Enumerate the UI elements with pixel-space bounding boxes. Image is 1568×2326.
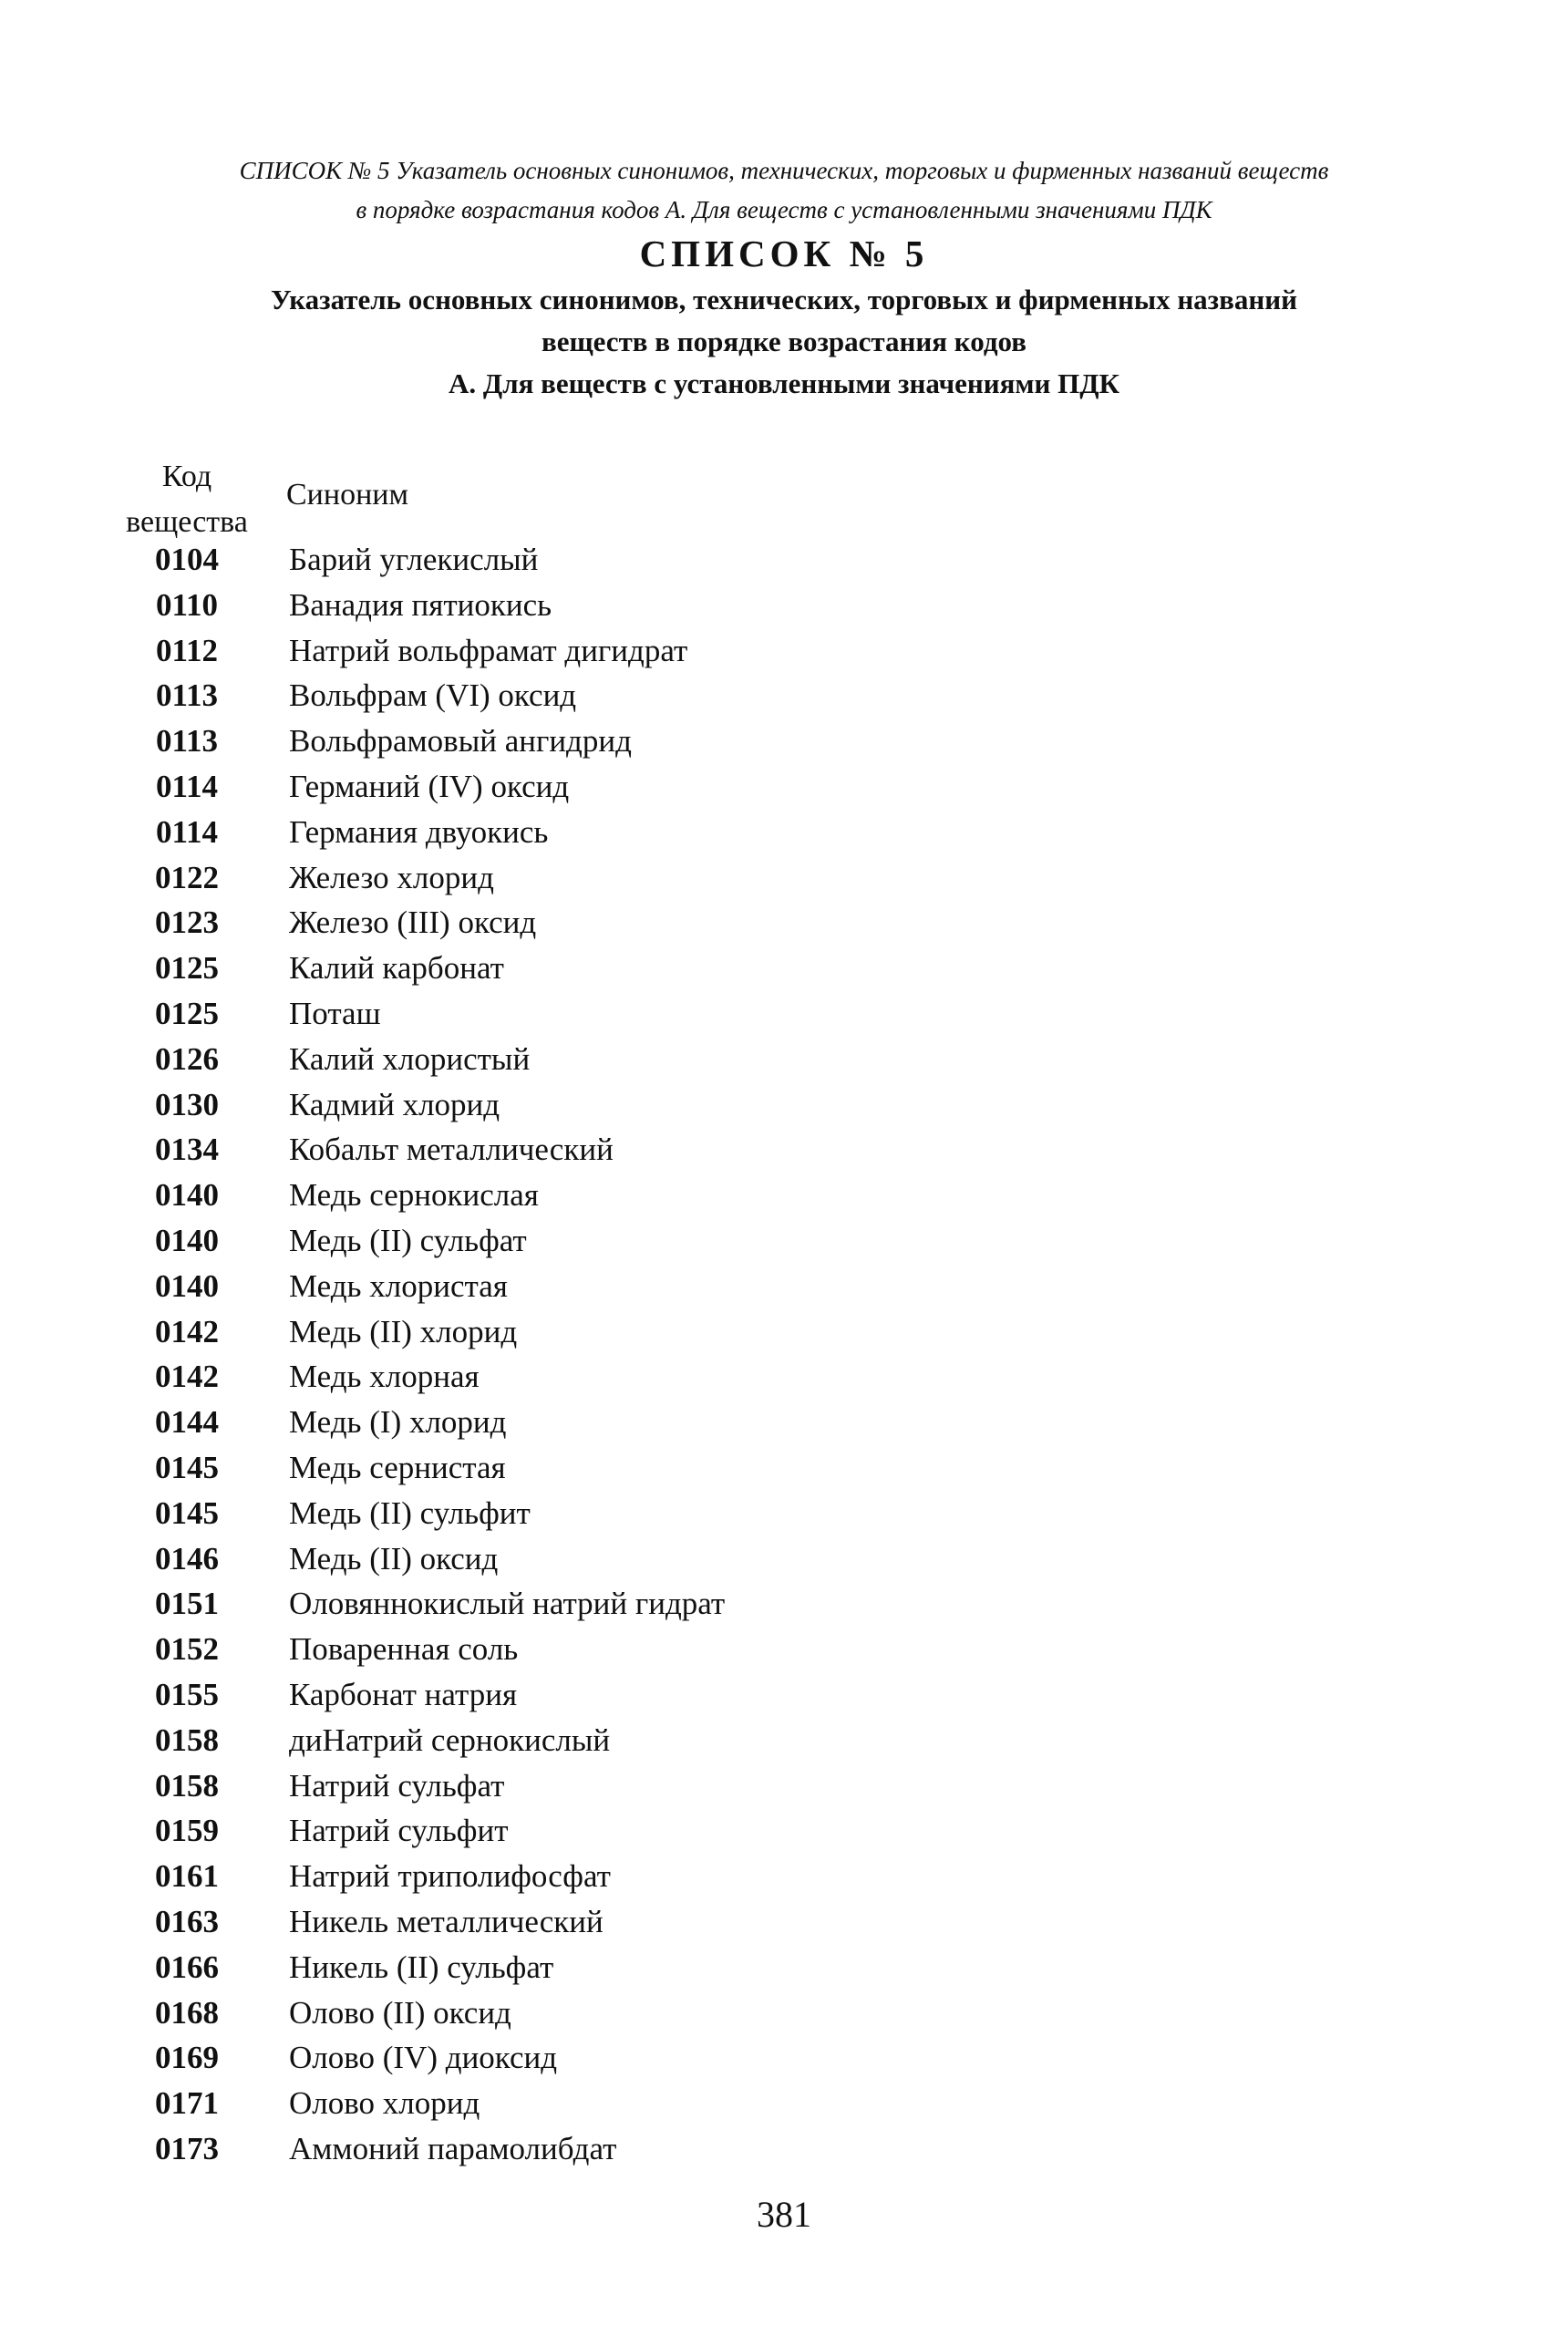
substance-synonym: Никель металлический (289, 1903, 603, 1939)
substance-code: 0113 (155, 677, 219, 714)
substance-synonym: Германий (IV) оксид (289, 768, 570, 804)
substance-code: 0173 (155, 2130, 219, 2166)
title-block (0, 228, 1568, 405)
table-row (0, 1718, 1568, 1763)
substance-synonym: Никель (II) сульфат (289, 1949, 554, 1985)
table-row (0, 900, 1568, 946)
table-row (0, 1763, 1568, 1809)
table-row (0, 2081, 1568, 2126)
substance-synonym: Аммоний парамолибдат (289, 2130, 617, 2166)
table-row (0, 1581, 1568, 1627)
page-title: СПИСОК № 5 (639, 233, 929, 274)
substance-code: 0144 (155, 1404, 219, 1441)
substance-synonym: Барий углекислый (289, 542, 539, 577)
substance-synonym: Ванадия пятиокись (289, 586, 552, 623)
substance-code: 0125 (155, 995, 219, 1031)
substance-synonym: Медь сернокислая (289, 1177, 539, 1214)
substance-code: 0152 (155, 1631, 219, 1668)
substance-code: 0114 (155, 813, 219, 850)
table-row (0, 1945, 1568, 1990)
table-row (0, 1127, 1568, 1173)
substance-synonym: Калий карбонат (289, 950, 504, 987)
substance-code: 0161 (155, 1858, 219, 1895)
table-row (0, 1808, 1568, 1854)
substance-code: 0113 (155, 723, 219, 760)
table-row (0, 1854, 1568, 1899)
substance-synonym: Кадмий хлорид (289, 1086, 500, 1122)
column-header-code-line-2: вещества (126, 505, 248, 539)
substance-code: 0158 (155, 1767, 219, 1804)
substance-code: 0140 (155, 1177, 219, 1214)
table-row (0, 1354, 1568, 1400)
substance-synonym: Поташ (289, 995, 381, 1031)
synonym-table (0, 537, 1568, 2172)
table-row (0, 1037, 1568, 1082)
table-row (0, 1082, 1568, 1128)
page-number: 381 (757, 2194, 811, 2235)
substance-synonym: Железо хлорид (289, 859, 494, 895)
substance-synonym: Оловяннокислый натрий гидрат (289, 1586, 726, 1622)
substance-synonym: Поваренная соль (289, 1631, 519, 1668)
substance-code: 0112 (155, 632, 219, 668)
table-row (0, 673, 1568, 718)
running-header-line-1: СПИСОК № 5 Указатель основных синонимов, технических, торговых и фирменных названий веществ (239, 157, 1329, 184)
substance-code: 0134 (155, 1132, 219, 1168)
substance-synonym: Натрий сульфат (289, 1767, 505, 1804)
substance-code: 0140 (155, 1222, 219, 1258)
table-row (0, 946, 1568, 991)
substance-synonym: Медь (II) сульфит (289, 1494, 531, 1531)
substance-synonym: Железо (III) оксид (289, 905, 537, 941)
substance-code: 0114 (155, 768, 219, 804)
substance-code: 0126 (155, 1040, 219, 1077)
table-row (0, 2035, 1568, 2081)
table-row (0, 1218, 1568, 1264)
substance-synonym: Медь хлорная (289, 1359, 480, 1395)
substance-code: 0140 (155, 1267, 219, 1304)
substance-code: 0169 (155, 2040, 219, 2076)
substance-code: 0125 (155, 950, 219, 987)
substance-code: 0122 (155, 859, 219, 895)
column-header-synonym: Синоним (286, 478, 408, 512)
table-row (0, 1536, 1568, 1582)
table-row (0, 764, 1568, 810)
substance-synonym: Медь (II) оксид (289, 1540, 499, 1577)
table-row (0, 1264, 1568, 1309)
substance-synonym: Германия двуокись (289, 813, 549, 850)
substance-synonym: Медь (I) хлорид (289, 1404, 507, 1441)
substance-code: 0142 (155, 1359, 219, 1395)
substance-code: 0155 (155, 1676, 219, 1712)
substance-synonym: Медь (II) сульфат (289, 1222, 527, 1258)
substance-code: 0145 (155, 1449, 219, 1485)
table-row (0, 855, 1568, 901)
substance-code: 0171 (155, 2085, 219, 2122)
table-row (0, 1173, 1568, 1218)
table-row (0, 991, 1568, 1037)
table-row (0, 718, 1568, 764)
table-row (0, 2126, 1568, 2172)
substance-synonym: диНатрий сернокислый (289, 1721, 611, 1758)
substance-code: 0166 (155, 1949, 219, 1985)
table-row (0, 1627, 1568, 1672)
substance-synonym: Карбонат натрия (289, 1676, 518, 1712)
substance-code: 0104 (155, 542, 219, 577)
substance-code: 0145 (155, 1494, 219, 1531)
substance-code: 0159 (155, 1813, 219, 1849)
substance-synonym: Олово (II) оксид (289, 1994, 511, 2031)
title-line-2: веществ в порядке возрастания кодов (542, 326, 1026, 357)
substance-code: 0146 (155, 1540, 219, 1577)
substance-code: 0123 (155, 905, 219, 941)
title-line-1: Указатель основных синонимов, технических, торговых и фирменных названий (271, 284, 1297, 315)
table-row (0, 628, 1568, 674)
table-row (0, 537, 1568, 583)
table-row (0, 810, 1568, 855)
substance-code: 0168 (155, 1994, 219, 2031)
title-line-3: А. Для веществ с установленными значениями ПДК (448, 367, 1120, 399)
substance-synonym: Калий хлористый (289, 1040, 531, 1077)
substance-code: 0130 (155, 1086, 219, 1122)
running-header (0, 151, 1568, 230)
substance-synonym: Олово хлорид (289, 2085, 480, 2122)
table-row (0, 583, 1568, 628)
substance-synonym: Медь хлористая (289, 1267, 508, 1304)
substance-synonym: Натрий триполифосфат (289, 1858, 611, 1895)
substance-code: 0163 (155, 1903, 219, 1939)
column-header-code-line-1: Код (161, 460, 212, 493)
substance-synonym: Олово (IV) диоксид (289, 2040, 558, 2076)
table-row (0, 1445, 1568, 1491)
substance-code: 0151 (155, 1586, 219, 1622)
substance-synonym: Медь сернистая (289, 1449, 506, 1485)
table-row (0, 1899, 1568, 1945)
column-header-code (100, 454, 273, 545)
table-row (0, 1990, 1568, 2036)
running-header-line-2: в порядке возрастания кодов А. Для веществ с установленными значениями ПДК (356, 196, 1212, 223)
substance-code: 0110 (155, 586, 219, 623)
substance-synonym: Вольфрамовый ангидрид (289, 723, 632, 760)
table-row (0, 1400, 1568, 1445)
substance-synonym: Медь (II) хлорид (289, 1313, 518, 1349)
substance-synonym: Натрий сульфит (289, 1813, 509, 1849)
substance-code: 0158 (155, 1721, 219, 1758)
table-row (0, 1309, 1568, 1355)
table-row (0, 1672, 1568, 1718)
substance-synonym: Натрий вольфрамат дигидрат (289, 632, 688, 668)
substance-synonym: Вольфрам (VI) оксид (289, 677, 577, 714)
substance-synonym: Кобальт металлический (289, 1132, 614, 1168)
substance-code: 0142 (155, 1313, 219, 1349)
table-row (0, 1491, 1568, 1536)
